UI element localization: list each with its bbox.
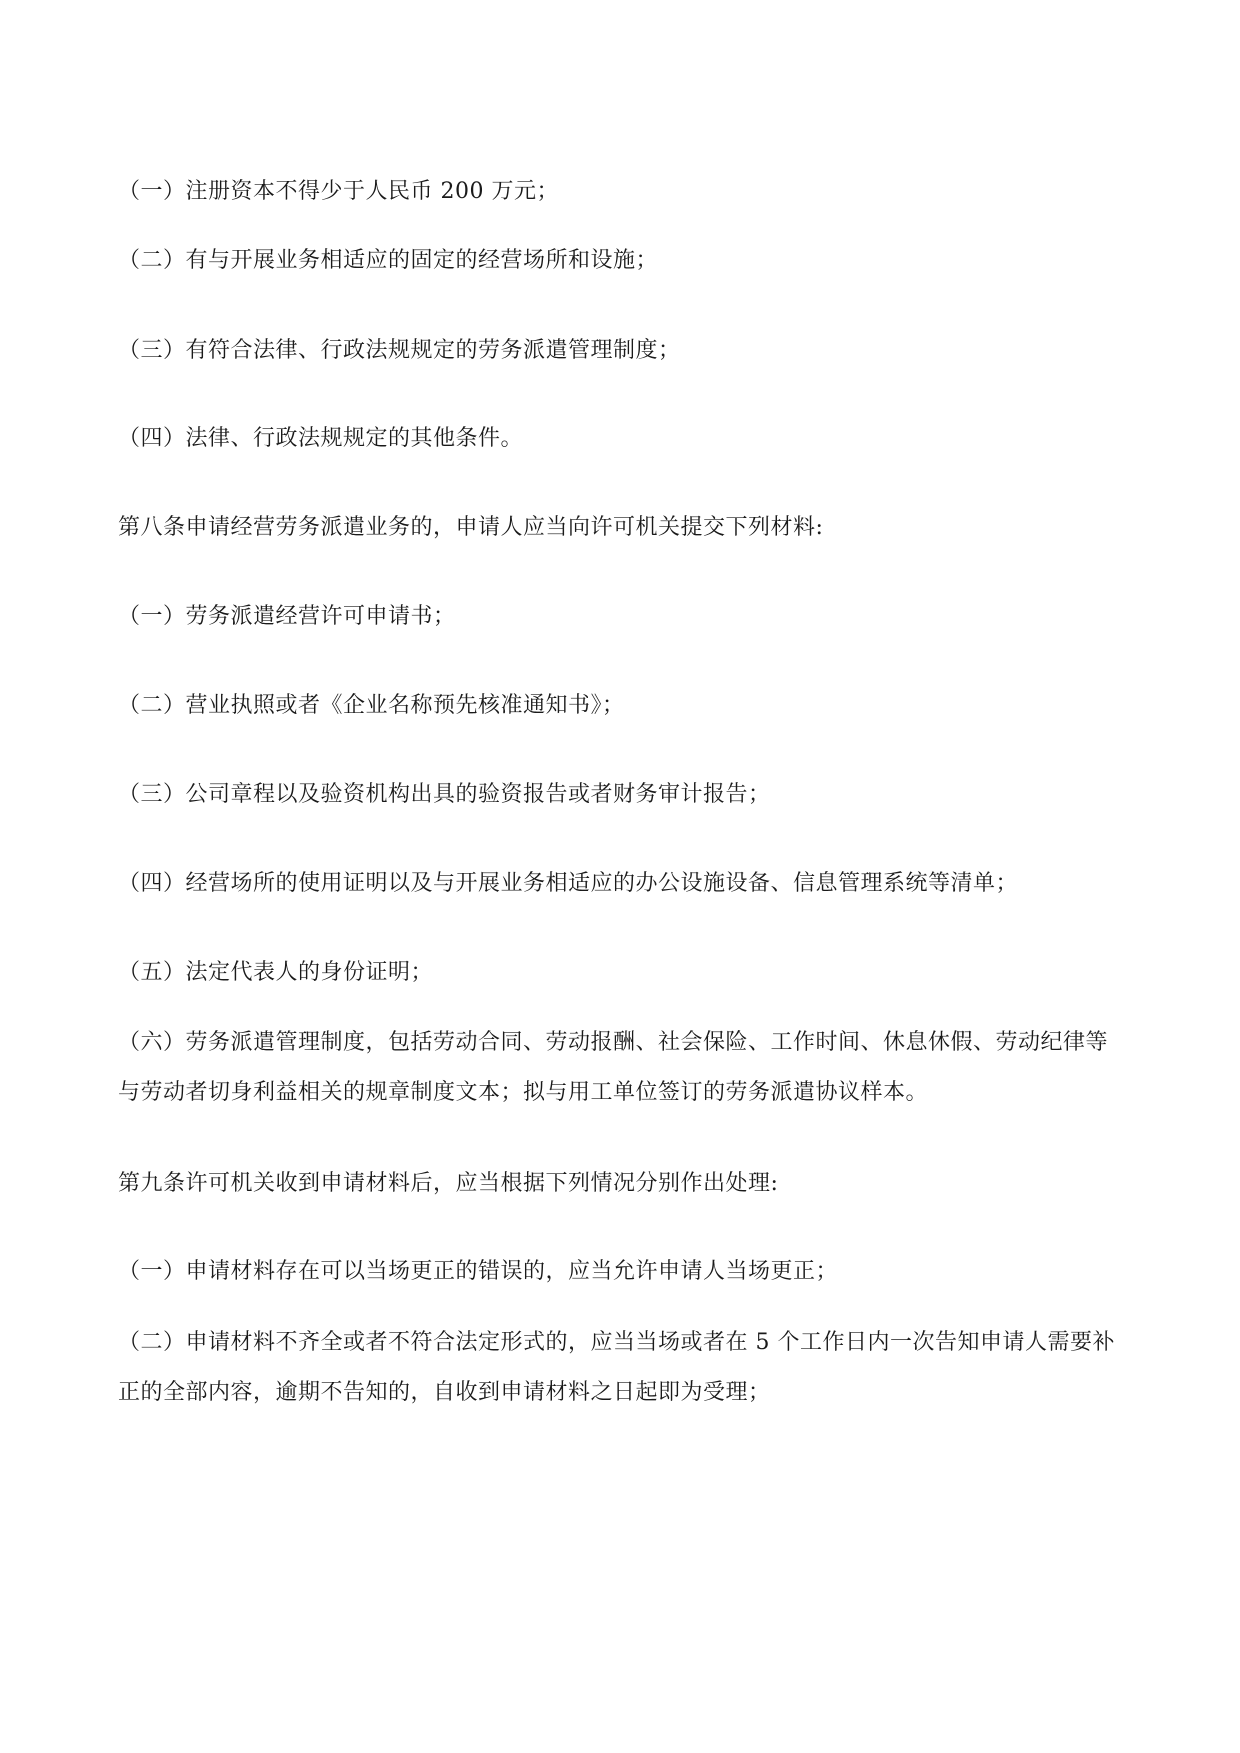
paragraph-item-1: （一）申请材料存在可以当场更正的错误的，应当允许申请人当场更正； [118, 1259, 839, 1284]
paragraph-item-2: （二）有与开展业务相适应的固定的经营场所和设施； [118, 248, 659, 273]
paragraph-item-4: （四）法律、行政法规规定的其他条件。 [118, 426, 524, 451]
paragraph-item-3: （三）有符合法律、行政法规规定的劳务派遣管理制度； [118, 338, 681, 363]
paragraph-item-4: （四）经营场所的使用证明以及与开展业务相适应的办公设施设备、信息管理系统等清单； [118, 871, 1019, 896]
paragraph-item-6: （六）劳务派遣管理制度，包括劳动合同、劳动报酬、社会保险、工作时间、休息休假、劳动纪律等与劳动者切身利益相关的规章制度文本；拟与用工单位签订的劳务派遣协议样本。 [118, 1030, 1109, 1105]
article-9-heading: 第九条许可机关收到申请材料后，应当根据下列情况分别作出处理: [118, 1171, 779, 1196]
paragraph-item-1: （一）注册资本不得少于人民币 200 万元； [118, 179, 559, 204]
article-8-heading: 第八条申请经营劳务派遣业务的，申请人应当向许可机关提交下列材料: [118, 515, 824, 540]
paragraph-item-2: （二）申请材料不齐全或者不符合法定形式的，应当当场或者在 5 个工作日内一次告知申请人需要补正的全部内容，逾期不告知的，自收到申请材料之日起即为受理； [118, 1330, 1115, 1405]
paragraph-item-1: （一）劳务派遣经营许可申请书； [118, 604, 456, 629]
paragraph-item-5: （五）法定代表人的身份证明； [118, 960, 434, 985]
paragraph-item-3: （三）公司章程以及验资机构出具的验资报告或者财务审计报告； [118, 782, 771, 807]
paragraph-item-2: （二）营业执照或者《企业名称预先核准通知书》； [118, 693, 625, 718]
